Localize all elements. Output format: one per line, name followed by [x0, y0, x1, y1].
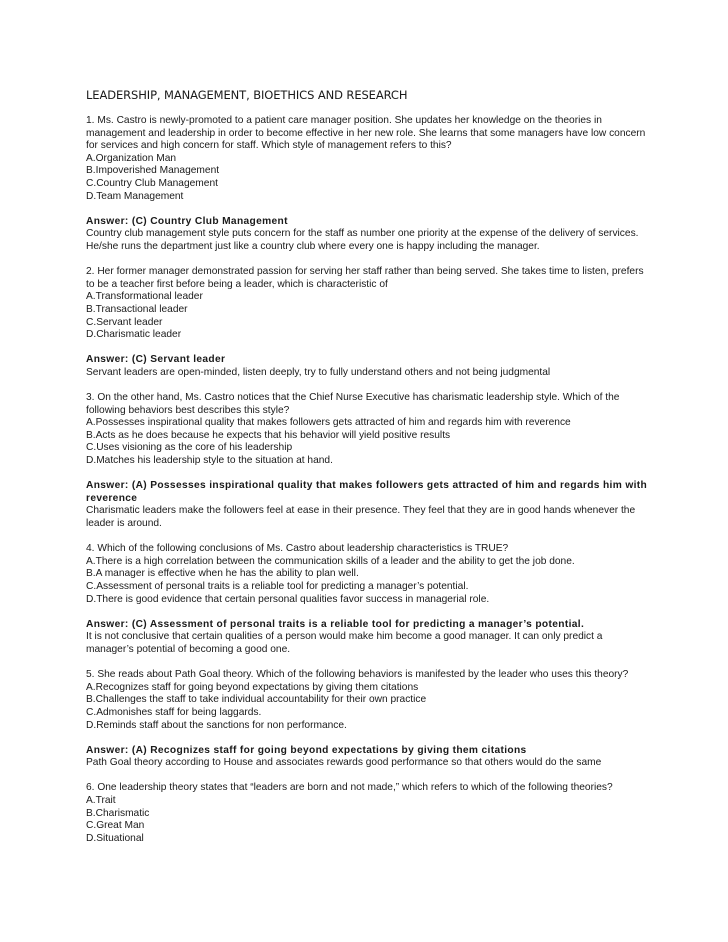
answer-explanation: It is not conclusive that certain qualities of a person would make him become a good manager. It can only predict a manager’s potential of becoming a good one. — [86, 631, 603, 655]
option: A.Trait — [86, 795, 116, 807]
option: D.Team Management — [86, 190, 184, 202]
option: A.Recognizes staff for going beyond expectations by giving them citations — [86, 681, 419, 693]
document-title: LEADERSHIP, MANAGEMENT, BIOETHICS AND RESEARCH — [86, 88, 408, 102]
option: C.Country Club Management — [86, 177, 218, 189]
question-block — [86, 782, 648, 845]
question-block — [86, 669, 648, 732]
option: A.Possesses inspirational quality that makes followers gets attracted of him and regards him with reverence — [86, 417, 571, 429]
option: D.Situational — [86, 832, 144, 844]
answer-heading: Answer: (A) Recognizes staff for going beyond expectations by giving them citations — [86, 744, 527, 756]
answer-heading: Answer: (A) Possesses inspirational quality that makes followers gets attracted of him and regards him with reverence — [86, 480, 648, 504]
question-block — [86, 266, 648, 342]
question-block — [86, 115, 648, 203]
option: C.Servant leader — [86, 316, 163, 328]
question-block — [86, 543, 648, 606]
answer-block — [86, 216, 648, 254]
option: A.Organization Man — [86, 152, 177, 164]
question-text: 6. One leadership theory states that “leaders are born and not made,” which refers to which of the following theories? — [86, 782, 613, 794]
answer-heading: Answer: (C) Country Club Management — [86, 215, 288, 227]
answer-heading: Answer: (C) Servant leader — [86, 354, 226, 366]
answer-explanation: Charismatic leaders make the followers feel at ease in their presence. They feel that they are in good hands whenever the leader is around. — [86, 505, 636, 529]
question-block — [86, 392, 648, 468]
answer-block — [86, 619, 648, 657]
question-text: 5. She reads about Path Goal theory. Which of the following behaviors is manifested by the leader who uses this theory? — [86, 669, 629, 681]
option: B.Transactional leader — [86, 303, 188, 315]
option: C.Admonishes staff for being laggards. — [86, 706, 262, 718]
answer-heading: Answer: (C) Assessment of personal traits is a reliable tool for predicting a manager’s potential. — [86, 618, 585, 630]
option: C.Assessment of personal traits is a reliable tool for predicting a manager’s potential. — [86, 580, 469, 592]
option: B.Challenges the staff to take individual accountability for their own practice — [86, 694, 427, 706]
question-text: 4. Which of the following conclusions of Ms. Castro about leadership characteristics is TRUE? — [86, 543, 509, 555]
option: D.Charismatic leader — [86, 329, 182, 341]
option: A.Transformational leader — [86, 291, 203, 303]
option: D.Matches his leadership style to the situation at hand. — [86, 455, 333, 467]
option: B.Impoverished Management — [86, 165, 220, 177]
option: A.There is a high correlation between the communication skills of a leader and the ability to get the job done. — [86, 555, 575, 567]
answer-block — [86, 745, 648, 770]
answer-explanation: Servant leaders are open-minded, listen deeply, try to fully understand others and not being judgmental — [86, 366, 551, 378]
question-text: 1. Ms. Castro is newly-promoted to a patient care manager position. She updates her knowledge on the theories in management and leadership in order to become effective in her new role. She learns that some managers have low concern for services and high concern for staff. Which style of management refers to this? — [86, 115, 646, 152]
answer-explanation: Country club management style puts concern for the staff as number one priority at the expense of the delivery of services. He/she runs the department just like a country club where every one is happy including the manager. — [86, 228, 639, 252]
answer-explanation: Path Goal theory according to House and associates rewards good performance so that others would do the same — [86, 757, 602, 769]
option: D.Reminds staff about the sanctions for non performance. — [86, 719, 347, 731]
question-text: 3. On the other hand, Ms. Castro notices that the Chief Nurse Executive has charismatic leadership style. Which of the following behaviors best describes this style? — [86, 392, 620, 416]
option: D.There is good evidence that certain personal qualities favor success in managerial role. — [86, 593, 490, 605]
answer-block — [86, 480, 648, 530]
option: C.Uses visioning as the core of his leadership — [86, 442, 293, 454]
option: C.Great Man — [86, 820, 145, 832]
answer-block — [86, 354, 648, 379]
option: B.Charismatic — [86, 807, 150, 819]
option: B.Acts as he does because he expects that his behavior will yield positive results — [86, 429, 451, 441]
question-text: 2. Her former manager demonstrated passion for serving her staff rather than being served. She takes time to listen, prefers to be a teacher first before being a leader, which is characteristic of — [86, 266, 644, 290]
option: B.A manager is effective when he has the ability to plan well. — [86, 568, 359, 580]
